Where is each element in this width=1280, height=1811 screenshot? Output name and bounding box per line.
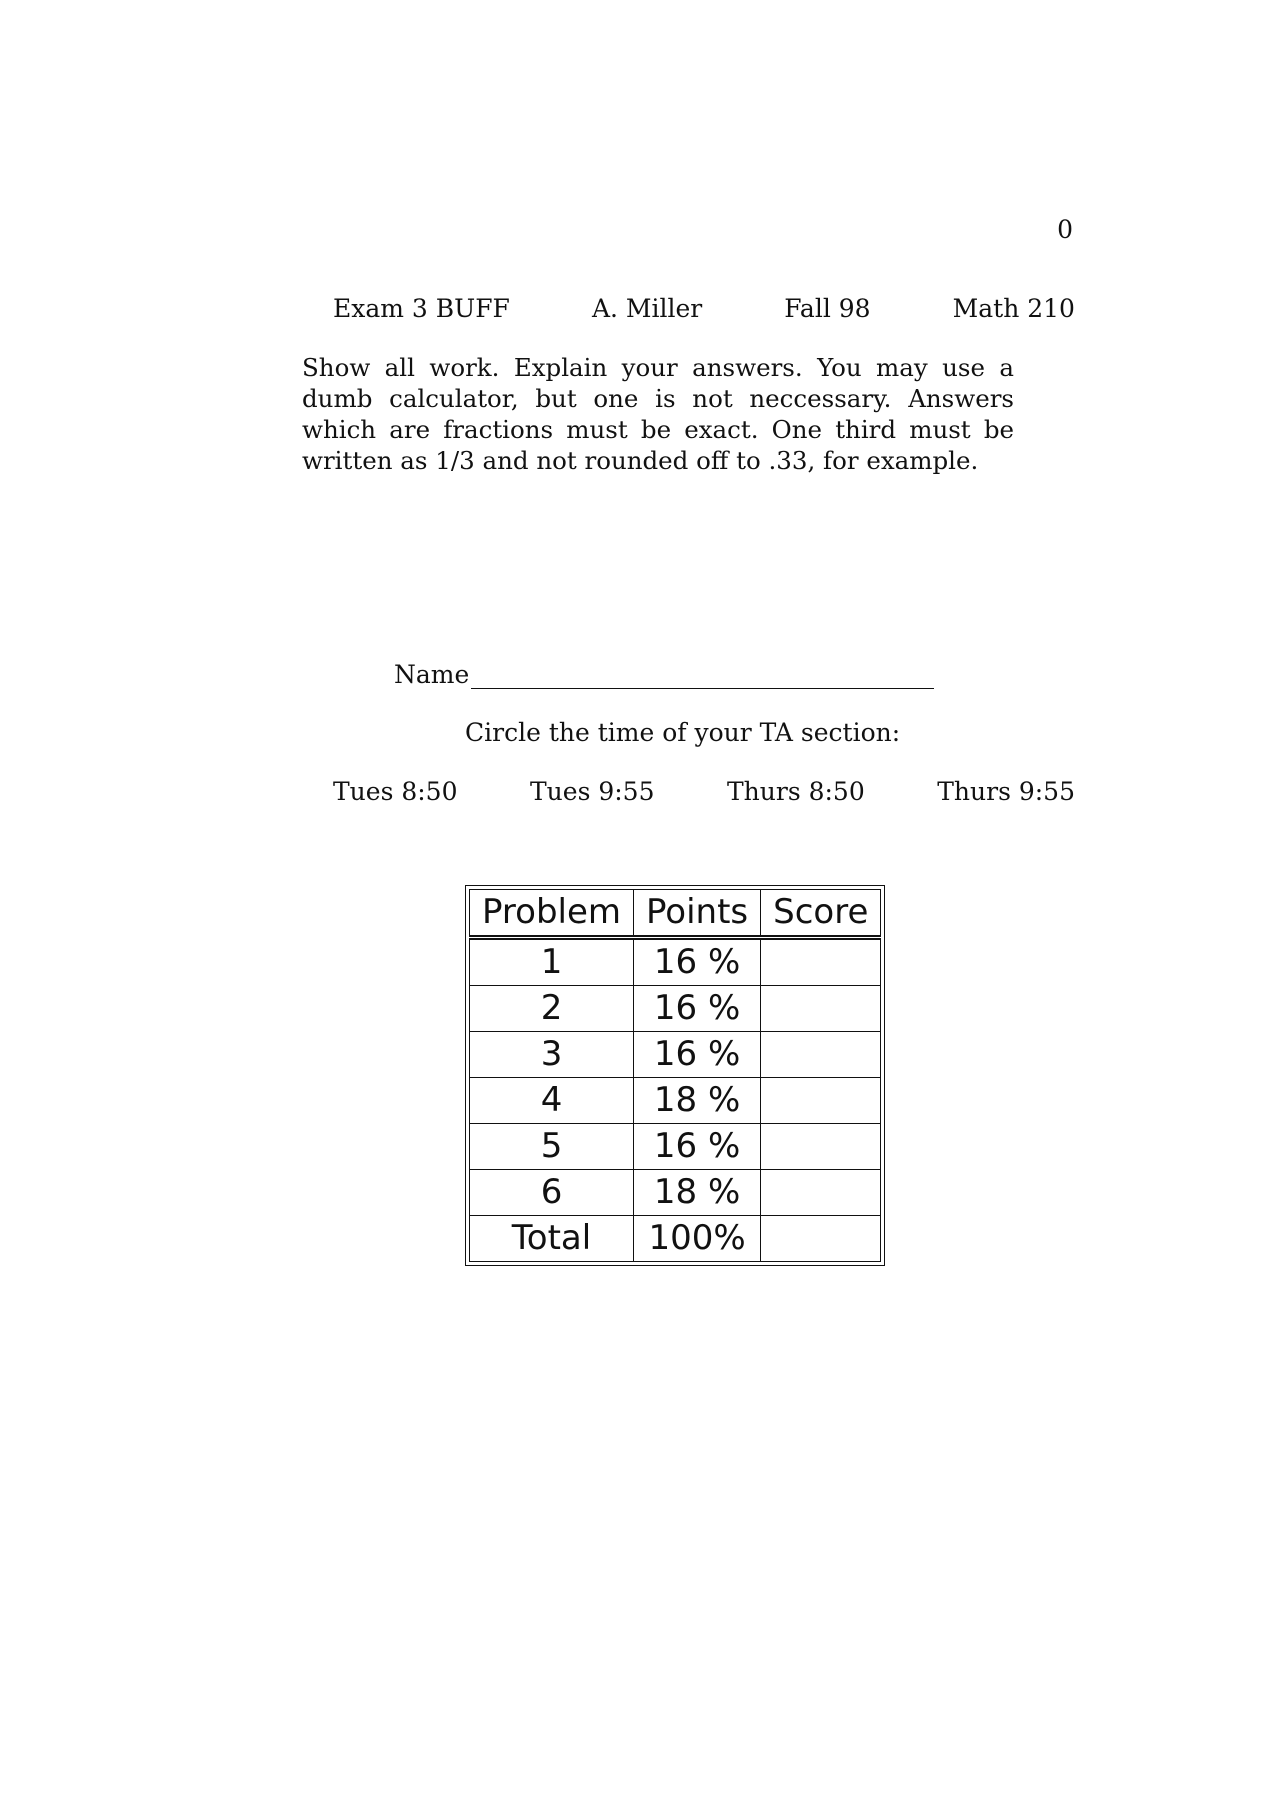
header-problem: Problem	[470, 890, 634, 938]
points-cell: 16 %	[634, 1032, 761, 1078]
table-row	[470, 938, 881, 986]
course-name: Math 210	[952, 294, 1075, 323]
score-cell[interactable]	[761, 1032, 881, 1078]
table-row	[470, 1170, 881, 1216]
problem-cell: 5	[470, 1124, 634, 1170]
table-row-total	[470, 1216, 881, 1262]
score-cell[interactable]	[761, 1170, 881, 1216]
ta-section-options	[333, 777, 1075, 806]
problem-cell: 4	[470, 1078, 634, 1124]
exam-title: Exam 3 BUFF	[333, 294, 510, 323]
problem-cell: 1	[470, 938, 634, 986]
points-cell: 18 %	[634, 1078, 761, 1124]
name-field-row	[394, 660, 934, 689]
table-row	[470, 1032, 881, 1078]
score-table	[469, 889, 881, 1262]
problem-cell: 6	[470, 1170, 634, 1216]
header-score: Score	[761, 890, 881, 938]
instructions-paragraph: Show all work. Explain your answers. You may use a dumb calculator, but one is not neccessary. Answers which are fractions must be exact. One third must be written as 1/3 and not rounded off to .33, for example.	[302, 353, 1014, 475]
ta-section-prompt: Circle the time of your TA section:	[465, 718, 901, 747]
points-cell: 16 %	[634, 938, 761, 986]
score-cell[interactable]	[761, 1078, 881, 1124]
name-label: Name	[394, 660, 470, 689]
score-table-frame	[465, 885, 885, 1266]
table-row	[470, 986, 881, 1032]
header-points: Points	[634, 890, 761, 938]
author-name: A. Miller	[591, 294, 703, 323]
score-cell[interactable]	[761, 938, 881, 986]
points-cell: 18 %	[634, 1170, 761, 1216]
section-option-thurs-850[interactable]: Thurs 8:50	[727, 777, 865, 806]
name-blank-line[interactable]	[471, 664, 934, 689]
page-number: 0	[1057, 215, 1073, 244]
table-header-row	[470, 890, 881, 938]
problem-cell: 2	[470, 986, 634, 1032]
total-label-cell: Total	[470, 1216, 634, 1262]
points-cell: 16 %	[634, 1124, 761, 1170]
term: Fall 98	[784, 294, 871, 323]
section-option-thurs-955[interactable]: Thurs 9:55	[937, 777, 1075, 806]
section-option-tues-850[interactable]: Tues 8:50	[333, 777, 458, 806]
score-cell[interactable]	[761, 1124, 881, 1170]
section-option-tues-955[interactable]: Tues 9:55	[530, 777, 655, 806]
total-points-cell: 100%	[634, 1216, 761, 1262]
table-row	[470, 1078, 881, 1124]
exam-header	[333, 294, 1075, 323]
problem-cell: 3	[470, 1032, 634, 1078]
score-cell[interactable]	[761, 986, 881, 1032]
total-score-cell[interactable]	[761, 1216, 881, 1262]
table-row	[470, 1124, 881, 1170]
points-cell: 16 %	[634, 986, 761, 1032]
